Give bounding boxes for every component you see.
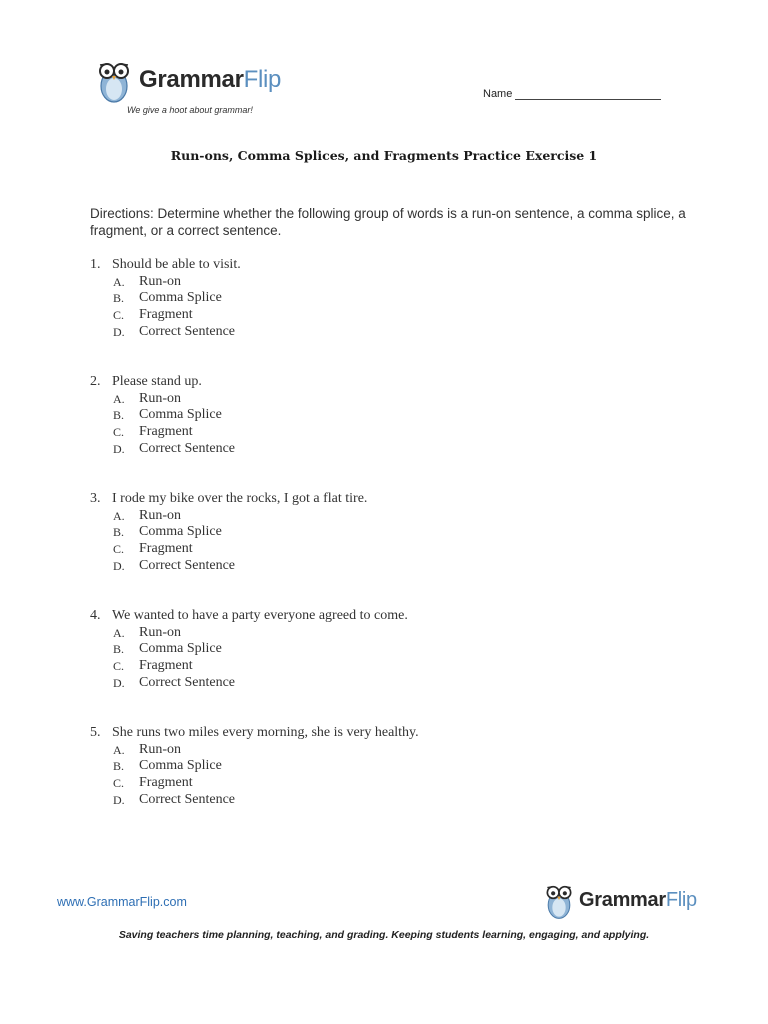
answer-option[interactable]: D. Correct Sentence xyxy=(113,440,236,456)
answer-option[interactable]: C. Fragment xyxy=(113,775,193,791)
answer-option[interactable]: A. Run-on xyxy=(113,624,181,640)
answer-option[interactable]: D. Correct Sentence xyxy=(113,557,236,573)
question-3 xyxy=(90,491,367,575)
question-5 xyxy=(90,725,419,809)
answer-option[interactable]: C. Fragment xyxy=(113,658,193,674)
answer-option[interactable]: B. Comma Splice xyxy=(113,407,222,423)
answer-option[interactable]: C. Fragment xyxy=(113,424,193,440)
answer-option[interactable]: A. Run-on xyxy=(113,741,181,757)
footer-slogan: Saving teachers time planning, teaching, and grading. Keeping students learning, engaging, and applying. xyxy=(118,929,650,941)
name-label: Name xyxy=(483,88,513,100)
website-link[interactable]: www.GrammarFlip.com xyxy=(57,895,187,909)
question-number: 3. xyxy=(90,491,101,506)
answer-option[interactable]: D. Correct Sentence xyxy=(113,791,236,807)
answer-option[interactable]: D. Correct Sentence xyxy=(113,323,236,339)
answer-option[interactable]: B. Comma Splice xyxy=(113,641,222,657)
answer-option[interactable]: B. Comma Splice xyxy=(113,290,222,306)
answer-option[interactable]: D. Correct Sentence xyxy=(113,674,236,690)
question-number: 2. xyxy=(90,374,101,389)
directions-text: Directions: Determine whether the following group of words is a run-on sentence, a comma splice, a fragment, or a correct sentence. xyxy=(90,206,686,238)
question-text: I rode my bike over the rocks, I got a flat tire. xyxy=(112,491,368,506)
answer-option[interactable]: C. Fragment xyxy=(113,541,193,557)
question-text: Please stand up. xyxy=(112,374,202,389)
owl-icon xyxy=(543,880,575,920)
name-field[interactable] xyxy=(483,88,661,100)
answer-option[interactable]: A. Run-on xyxy=(113,390,181,406)
question-number: 1. xyxy=(90,257,101,272)
owl-icon xyxy=(95,56,133,104)
question-1 xyxy=(90,257,241,341)
brand-wordmark: GrammarFlip xyxy=(579,888,697,911)
question-number: 5. xyxy=(90,725,101,740)
question-text: Should be able to visit. xyxy=(112,257,241,272)
answer-option[interactable]: C. Fragment xyxy=(113,307,193,323)
answer-option[interactable]: B. Comma Splice xyxy=(113,758,222,774)
grammarflip-logo-header xyxy=(95,56,295,118)
brand-wordmark: GrammarFlip xyxy=(139,66,282,93)
page-title: Run-ons, Comma Splices, and Fragments Practice Exercise 1 xyxy=(170,148,598,163)
question-text: She runs two miles every morning, she is very healthy. xyxy=(112,725,419,740)
question-4 xyxy=(90,608,408,692)
name-blank-line[interactable] xyxy=(515,89,661,100)
question-number: 4. xyxy=(90,608,101,623)
answer-option[interactable]: B. Comma Splice xyxy=(113,524,222,540)
question-text: We wanted to have a party everyone agreed to come. xyxy=(112,608,408,623)
answer-option[interactable]: A. Run-on xyxy=(113,273,181,289)
brand-tagline: We give a hoot about grammar! xyxy=(127,105,253,115)
grammarflip-logo-footer xyxy=(543,880,697,920)
question-2 xyxy=(90,374,235,458)
answer-option[interactable]: A. Run-on xyxy=(113,507,181,523)
